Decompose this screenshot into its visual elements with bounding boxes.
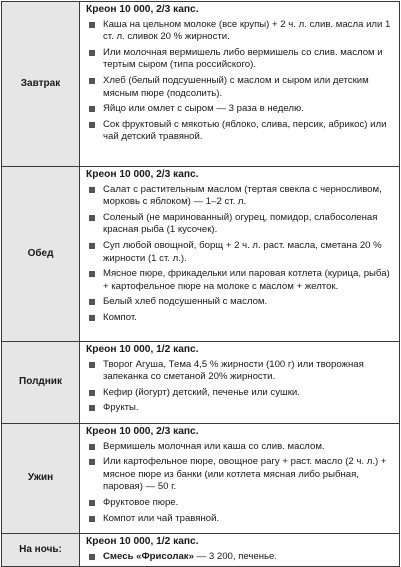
list-item: Яйцо или омлет с сыром — 3 раза в неделю. <box>86 103 395 116</box>
bullet-square-icon <box>89 215 95 221</box>
list-item: Фруктовое пюре. <box>86 497 395 510</box>
meal-label: Завтрак <box>2 2 80 167</box>
list-item: Хлеб (белый подсушенный) с маслом и сыром или детским мясным пюре (подсолить). <box>86 75 395 100</box>
meal-content <box>80 424 400 534</box>
meal-content <box>80 167 400 342</box>
bullet-square-icon <box>89 516 95 522</box>
list-item: Вермишель молочная или каша со слив. маслом. <box>86 441 395 454</box>
list-item <box>86 551 395 564</box>
dose-line: Креон 10 000, 2/3 капс. <box>86 169 199 180</box>
bullet-square-icon <box>89 315 95 321</box>
meal-label: Полдник <box>2 342 80 424</box>
bullet-square-icon <box>89 50 95 56</box>
bullet-square-icon <box>89 390 95 396</box>
meal-row-lunch <box>2 167 400 342</box>
meal-row-snack <box>2 342 400 424</box>
bullet-square-icon <box>89 122 95 128</box>
list-item: Творог Агуша, Тема 4,5 % жирности (100 г) или творожная запеканка со сметаной 20% жирности. <box>86 359 395 384</box>
list-item: Суп любой овощной, борщ + 2 ч. л. раст. масла, сметана 20 % жирности (1 ст. л.). <box>86 240 395 265</box>
bullet-square-icon <box>89 459 95 465</box>
bullet-square-icon <box>89 78 95 84</box>
list-item: Сок фруктовый с мякотью (яблоко, слива, персик, абрикос) или чай детский травяной. <box>86 119 395 144</box>
bullet-square-icon <box>89 106 95 112</box>
bullet-square-icon <box>89 22 95 28</box>
list-item: Салат с растительным маслом (тертая свекла с черносливом, морковь с яблоком) — 1–2 ст. л. <box>86 184 395 209</box>
meal-row-dinner <box>2 424 400 534</box>
bullet-square-icon <box>89 405 95 411</box>
meal-schedule-table <box>1 1 400 567</box>
bullet-square-icon <box>89 444 95 450</box>
bullet-square-icon <box>89 271 95 277</box>
bullet-square-icon <box>89 187 95 193</box>
list-item: Мясное пюре, фрикадельки или паровая котлета (курица, рыба) + картофельное пюре на молоке с маслом + желток. <box>86 268 395 293</box>
list-item: Кефир (йогурт) детский, печенье или сушки. <box>86 387 395 400</box>
meal-label: Ужин <box>2 424 80 534</box>
bullet-square-icon <box>89 500 95 506</box>
list-item: Или картофельное пюре, овощное рагу + раст. масло (2 ч. л.) + мясное пюре из банки (или котлета мясная либо рыбная, паровая) — 50 г. <box>86 456 395 494</box>
list-item: Белый хлеб подсушенный с маслом. <box>86 296 395 309</box>
meal-content <box>80 342 400 424</box>
formula-name: Смесь «Фрисолак» <box>103 550 194 562</box>
list-item: Каша на цельном молоке (все крупы) + 2 ч. л. слив. масла или 1 ст. л. сливок 20 % жирности. <box>86 19 395 44</box>
bullet-square-icon <box>89 554 95 560</box>
meal-content <box>80 534 400 567</box>
list-item: Фрукты. <box>86 402 395 415</box>
list-item: Компот или чай травяной. <box>86 513 395 526</box>
dose-line: Креон 10 000, 2/3 капс. <box>86 4 199 15</box>
meal-content <box>80 2 400 167</box>
formula-detail: — 3 200, печенье. <box>193 550 278 562</box>
dose-line: Креон 10 000, 1/2 капс. <box>86 344 199 355</box>
list-item: Или молочная вермишель либо вермишель со слив. маслом и тертым сыром (типа российского). <box>86 47 395 72</box>
meal-row-night <box>2 534 400 567</box>
bullet-square-icon <box>89 362 95 368</box>
meal-label: На ночь: <box>2 534 80 567</box>
list-item: Соленый (не маринованный) огурец, помидор, слабосоленая красная рыба (1 кусочек). <box>86 212 395 237</box>
dose-line: Креон 10 000, 2/3 капс. <box>86 426 199 437</box>
bullet-square-icon <box>89 243 95 249</box>
dose-line: Креон 10 000, 1/2 капс. <box>86 536 199 547</box>
meal-label: Обед <box>2 167 80 342</box>
bullet-square-icon <box>89 299 95 305</box>
list-item: Компот. <box>86 312 395 325</box>
meal-row-breakfast <box>2 2 400 167</box>
